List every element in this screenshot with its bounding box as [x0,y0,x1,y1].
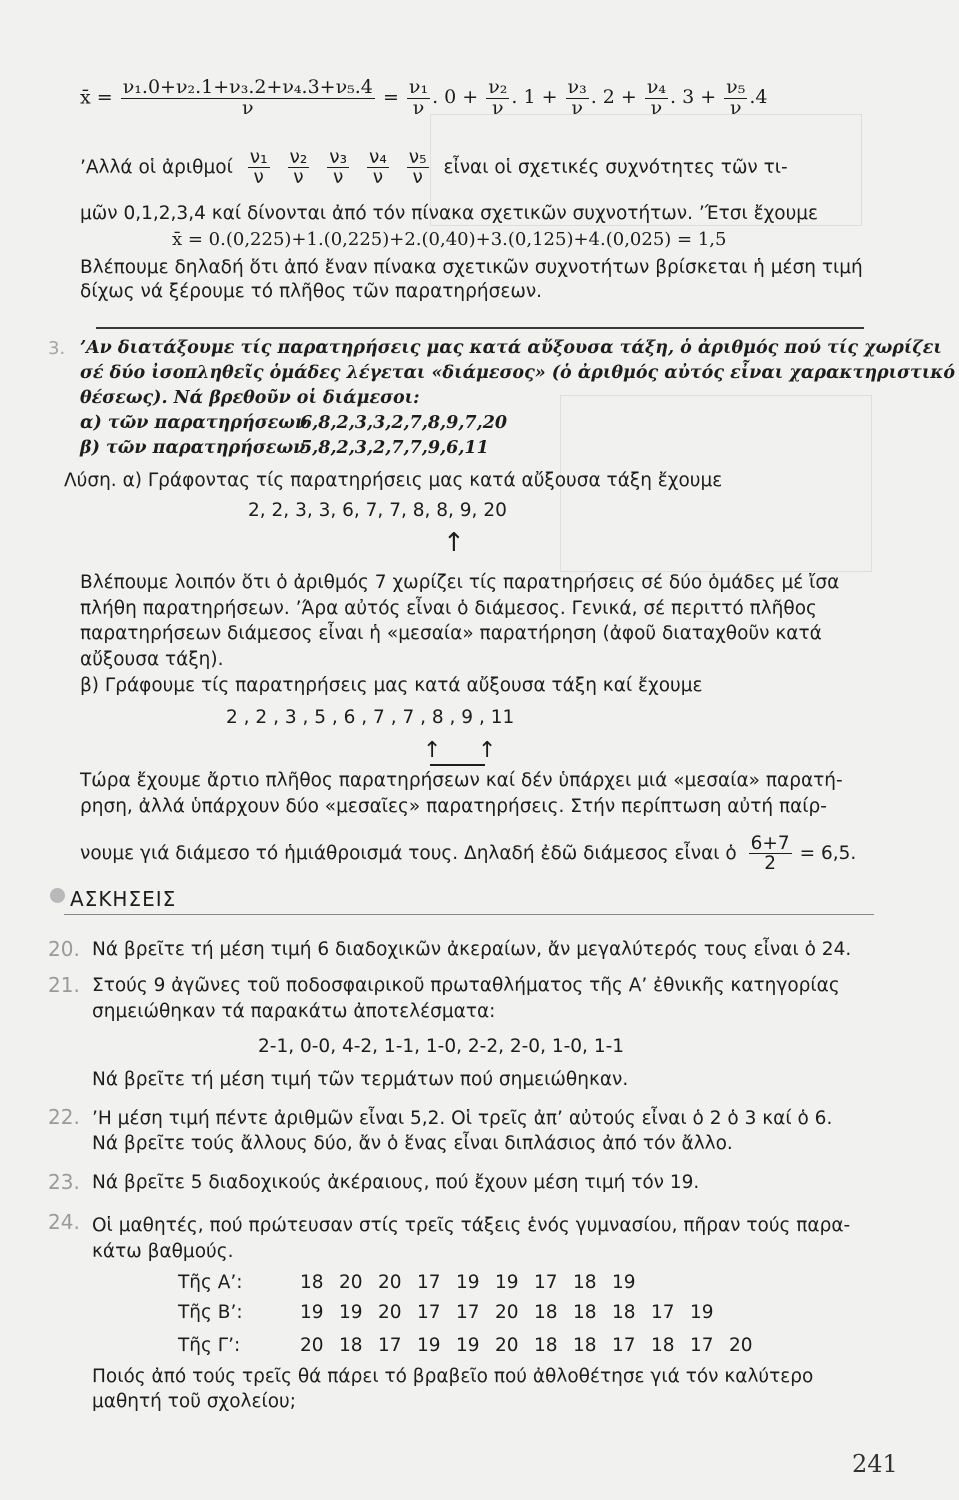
grades-row-label: Τῆς Γ’: [178,1335,241,1356]
grade-value: 19 [690,1302,714,1323]
grade-value: 20 [339,1272,363,1293]
median-denominator: 2 [764,853,777,875]
grades-row-label: Τῆς Β’: [178,1302,243,1323]
exercise-24-question-2: μαθητή τοῦ σχολείου; [92,1391,296,1412]
term-operator: .4 [749,86,768,109]
fraction-denominator: ν [412,167,423,189]
relative-frequency-fraction [407,148,429,188]
term-denominator: ν [492,96,504,119]
grade-value: 19 [339,1302,363,1323]
formula-term-fraction [407,78,430,119]
page-number: 241 [852,1450,898,1478]
grade-value: 18 [612,1302,636,1323]
solution-para-4: αὔξουσα τάξη). [80,649,224,670]
formula-term-fraction [566,78,589,119]
term-numerator: ν₄ [646,76,667,98]
grade-value: 17 [417,1272,441,1293]
text-line-blep1: Βλέπουμε δηλαδή ὅτι ἀπό ἔναν πίνακα σχετικῶν συχνοτήτων βρίσκεται ἡ μέση τιμή [80,257,863,278]
term-denominator: ν [729,96,742,119]
term-operator: . 1 + [511,86,558,109]
exercise-24-number: 24. [48,1210,80,1234]
exercise-22-line-2: Νά βρεῖτε τούς ἄλλους δύο, ἄν ὁ ἕνας εἶναι διπλάσιος ἀπό τόν ἄλλο. [92,1133,733,1154]
grade-value: 20 [378,1272,402,1293]
fraction-denominator: ν [372,167,384,189]
example-line-1: ’Αν διατάξουμε τίς παρατηρήσεις μας κατά αὔξουσα τάξη, ὁ ἀριθμός πού τίς χωρίζει [80,338,942,358]
term-denominator: ν [571,96,583,119]
term-numerator: ν₃ [567,76,587,98]
term-numerator: ν₂ [488,76,508,98]
grade-value: 20 [495,1302,519,1323]
median-fraction [749,834,792,874]
formula-eq: = [382,86,399,109]
example-b-label: β) τῶν παρατηρήσεων [80,438,306,458]
median-result: = 6,5. [799,842,857,864]
section-divider [96,327,864,329]
grade-value: 19 [456,1335,480,1356]
grade-value: 20 [300,1335,324,1356]
grade-value: 19 [495,1272,519,1293]
term-denominator: ν [650,96,663,119]
alla-line [80,148,788,188]
exercises-heading: ΑΣΚΗΣΕΙΣ [70,887,177,911]
grade-value: 17 [417,1302,441,1323]
exercise-20-number: 20. [48,937,80,961]
example-number: 3. [48,338,66,359]
fraction-numerator: ν₄ [369,147,387,168]
formula-numerator: ν₁.0+ν₂.1+ν₃.2+ν₄.3+ν₅.4 [122,76,373,98]
relative-frequency-fraction [248,148,270,188]
fraction-numerator: ν₁ [249,147,268,168]
example-a-values: 6,8,2,3,3,2,7,8,9,7,20 [300,413,508,433]
fraction-numerator: ν₂ [289,147,308,168]
median-numerator: 6+7 [750,833,790,854]
text-line-mon: μῶν 0,1,2,3,4 καί δίνονται ἀπό τόν πίνακα σχετικῶν συχνοτήτων. ’Έτσι ἔχουμε [80,203,819,224]
grade-value: 19 [417,1335,441,1356]
formula-main-fraction [121,78,375,119]
solution-b-line: β) Γράφουμε τίς παρατηρήσεις μας κατά αὔξουσα τάξη καί ἔχουμε [80,675,703,696]
exercise-20-text: Νά βρεῖτε τή μέση τιμή 6 διαδοχικῶν ἀκεραίων, ἄν μεγαλύτερός τους εἶναι ὁ 24. [92,939,852,960]
formula-term-fraction [645,78,668,119]
grade-value: 18 [573,1272,597,1293]
grade-value: 18 [534,1335,558,1356]
exercise-21-line-1: Στούς 9 ἀγῶνες τοῦ ποδοσφαιρικοῦ πρωταθλήματος τῆς Α’ ἐθνικῆς κατηγορίας [92,975,840,996]
exercise-21-number: 21. [48,973,80,997]
grade-value: 17 [378,1335,402,1356]
formula-denominator: ν [242,96,254,119]
sorted-sequence-b: 2 , 2 , 3 , 5 , 6 , 7 , 7 , 8 , 9 , 11 [226,707,515,728]
grade-value: 18 [573,1302,597,1323]
example-b-values: 5,8,2,3,2,7,7,9,6,11 [300,438,489,458]
alla-suffix: εἶναι οἱ σχετικές συχνότητες τῶν τι- [443,156,788,178]
exercise-22-line-1: ’Η μέση τιμή πέντε ἀριθμῶν εἶναι 5,2. Οἱ τρεῖς ἀπ’ αὐτούς εἶναι ὁ 2 ὁ 3 καί ὁ 6. [92,1108,833,1129]
exercise-21-scores: 2-1, 0-0, 4-2, 1-1, 1-0, 2-2, 2-0, 1-0, 1-1 [258,1036,625,1057]
exercise-21-line-2: σημειώθηκαν τά παρακάτω ἀποτελέσματα: [92,1001,496,1022]
grade-value: 19 [300,1302,324,1323]
grade-value: 20 [495,1335,519,1356]
grade-value: 17 [534,1272,558,1293]
formula-terms [405,76,774,119]
example-line-3: θέσεως). Νά βρεθοῦν οἱ διάμεσοι: [80,388,420,408]
grade-value: 18 [573,1335,597,1356]
exercise-23-number: 23. [48,1170,80,1194]
median-arrow-a: ↑ [443,528,465,558]
solution-para-2: πλήθη παρατηρήσεων. ’Άρα αὐτός εἶναι ὁ διάμεσος. Γενικά, σέ περιττό πλῆθος [80,598,817,619]
exercises-divider [64,914,874,915]
exercise-21-line-3: Νά βρεῖτε τή μέση τιμή τῶν τερμάτων πού σημειώθηκαν. [92,1069,629,1090]
solution-para-1: Βλέπουμε λοιπόν ὅτι ὁ ἀριθμός 7 χωρίζει τίς παρατηρήσεις σέ δύο ὁμάδες μέ ἴσα [80,572,840,593]
relative-frequency-fraction [288,148,310,188]
formula-term-fraction [486,78,509,119]
grade-value: 17 [690,1335,714,1356]
fraction-denominator: ν [293,167,304,189]
formula-lhs: x̄ = [80,86,113,109]
example-a-label: α) τῶν παρατηρήσεων [80,413,308,433]
grade-value: 18 [534,1302,558,1323]
solution-q-3-text: νουμε γιά διάμεσο τό ἡμιάθροισμά τους. Δηλαδή ἐδῶ διάμεσος εἶναι ὁ [80,842,737,864]
solution-q-2: ρηση, ἀλλά ὑπάρχουν δύο «μεσαῖες» παρατηρήσεις. Στήν περίπτωση αὐτή παίρ- [80,796,827,817]
exercise-22-number: 22. [48,1105,80,1129]
fraction-denominator: ν [332,167,344,189]
term-numerator: ν₁ [408,76,429,98]
text-line-blep2: δίχως νά ξέρουμε τό πλῆθος τῶν παρατηρήσεων. [80,281,543,302]
grade-value: 17 [612,1335,636,1356]
term-operator: . 3 + [670,86,717,109]
solution-line-1: Λύση. α) Γράφοντας τίς παρατηρήσεις μας κατά αὔξουσα τάξη ἔχουμε [64,470,723,491]
solution-q-3 [80,834,856,874]
median-arrow-b-left: ↑ [423,738,442,763]
grade-value: 20 [729,1335,753,1356]
exercise-24-line-1: Οἱ μαθητές, πού πρώτευσαν στίς τρεῖς τάξεις ἑνός γυμνασίου, πῆραν τούς παρα- [92,1215,851,1236]
alla-prefix: ’Αλλά οἱ ἀριθμοί [80,156,233,178]
mean-formula [80,78,773,119]
fraction-denominator: ν [253,167,264,189]
grade-value: 19 [612,1272,636,1293]
example-line-2: σέ δύο ἰσοπληθεῖς ὁμάδες λέγεται «διάμεσος» (ὁ ἀριθμός αὐτός εἶναι χαρακτηριστικό [80,363,956,383]
solution-q-1: Τώρα ἔχουμε ἄρτιο πλῆθος παρατηρήσεων καί δέν ὑπάρχει μιά «μεσαία» παρατή- [80,770,843,791]
solution-para-3: παρατηρήσεων διάμεσος εἶναι ἡ «μεσαία» παρατήρηση (ἀφοῦ διαταχθοῦν κατά [80,623,822,644]
grade-value: 18 [651,1335,675,1356]
grade-value: 19 [456,1272,480,1293]
grade-value: 18 [339,1335,363,1356]
grade-value: 17 [651,1302,675,1323]
exercise-24-line-2: κάτω βαθμούς. [92,1241,234,1262]
relative-frequency-fraction [367,148,389,188]
term-operator: . 0 + [432,86,479,109]
grade-value: 17 [456,1302,480,1323]
grades-row-label: Τῆς Α’: [178,1272,243,1293]
sorted-sequence-a: 2, 2, 3, 3, 6, 7, 7, 8, 8, 9, 20 [248,500,507,521]
median-arrow-b-right: ↑ [478,738,497,763]
median-bracket [430,764,485,766]
bullet-icon [50,888,65,903]
fraction-numerator: ν₃ [329,147,348,168]
calc-line: x̄ = 0.(0,225)+1.(0,225)+2.(0,40)+3.(0,125)+4.(0,025) = 1,5 [172,229,727,250]
exercise-23-text: Νά βρεῖτε 5 διαδοχικούς ἀκέραιους, πού ἔχουν μέση τιμή τόν 19. [92,1172,700,1193]
alla-fractions [239,147,438,189]
exercise-24-question-1: Ποιός ἀπό τούς τρεῖς θά πάρει τό βραβεῖο πού ἀθλοθέτησε γιά τόν καλύτερο [92,1366,814,1387]
relative-frequency-fraction [327,148,349,188]
fraction-numerator: ν₅ [408,147,427,168]
grade-value: 18 [300,1272,324,1293]
term-operator: . 2 + [590,86,637,109]
term-denominator: ν [412,96,425,119]
term-numerator: ν₅ [726,76,746,98]
formula-term-fraction [724,78,747,119]
grade-value: 20 [378,1302,402,1323]
